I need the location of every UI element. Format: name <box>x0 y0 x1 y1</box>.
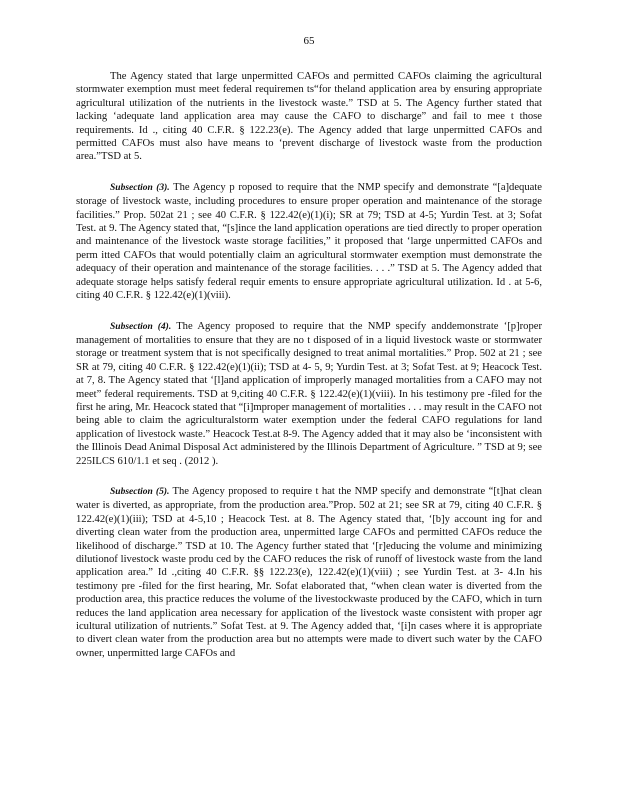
paragraph-intro <box>76 70 542 164</box>
subsection-4-text: The Agency proposed to require that the NMP specify anddemonstrate ‘[p]roper management of mortalities to ensure that they are no t disposed of in a liquid livestock waste or stormwater storage or treatment system that is not specifically designed to treat animal mortalities.” Prop. 502 at 21 ; see SR at 79, citing 40 C.F.R. § 122.42(e)(1)(ii); TSD at 4- 5, 9; Yurdin Test. at 3; Sofat Test. at 9; Heacock Test. at 7, 8. The Agency stated that ‘[l]and application of improperly managed mortalities from a CAFO may not meet” federal requirements. TSD at 9,citing 40 C.F.R. § 122.42(e)(1)(viii). In his testimony pre -filed for the first he aring, Mr. Heacock stated that “[i]mproper management of mortalities . . . may result in the CAFO not being able to claim the agriculturalstorm water exemption under the federal CAFO regulations for land application of livestock waste.” Heacock Test.at 8-9. The Agency added that it may also be ‘inconsistent with the Illinois Dead Animal Disposal Act administered by the Illinois Department of Agriculture. ” TSD at 9; see 225ILCS 610/1.1 et seq . (2012 ). <box>76 320 543 467</box>
subsection-4-heading: Subsection (4). <box>110 321 177 332</box>
paragraph-subsection-3 <box>76 181 542 303</box>
body-text <box>76 70 542 677</box>
paragraph-subsection-4 <box>76 320 542 468</box>
subsection-3-text: The Agency p roposed to require that the NMP specify and demonstrate “[a]dequate storage of livestock waste, including procedures to ensure proper operation and maintenance of the storage facilities.” Prop. 502at 21 ; see 40 C.F.R. § 122.42(e)(1)(i); SR at 79; TSD at 4-5; Yurdin Test. at 3; Sofat Test. at 9. The Agency stated that, “[s]ince the land application operations are tied directly to proper operation and maintenance of the livestock waste storage facilities,” it proposed that ‘large unpermitted CAFOs and perm itted CAFOs that would potentially claim an agricultural stormwater exemption must demonstrate the adequacy of their operation and maintenance of the storage facilities. . . .” TSD at 5. The Agency added that adequate storage helps satisfy federal requir ements to ensure appropriate agricultural utilization. Id . at 5-6, citing 40 C.F.R. § 122.42(e)(1)(viii). <box>76 181 542 302</box>
subsection-5-text: The Agency proposed to require t hat the NMP specify and demonstrate “[t]hat clean water is diverted, as appropriate, from the production area.”Prop. 502 at 21; see SR at 79, citing 40 C.F.R. § 122.42(e)(1)(iii); TSD at 4-5,10 ; Heacock Test. at 8. The Agency stated that, ‘[b]y account ing for and diverting clean water from the production area, unpermitted large CAFOs and permitted CAFOs reduce the likelihood of discharge.” TSD at 10. The Agency further stated that ‘[r]educing the volume and minimizing dilutionof livestock waste produ ced by the CAFO reduces the risk of runoff of livestock waste from the land application area.” Id .,citing 40 C.F.R. §§ 122.23(e), 122.42(e)(1)(viii) ; see Yurdin Test. at 3- 4.In his testimony pre -filed for the first hearing, Mr. Sofat elaborated that, “when clean water is diverted from the production area, this practice reduces the volume of the livestockwaste produced by the CAFO, which in turn reduces the land application area necessary for application of the livestock waste consistent with proper agr icultural utilization of nutrients.” Sofat Test. at 9. The Agency added that, ‘[i]n cases where it is appropriate to divert clean water from the production area but no attempts were made to divert such water by the CAFO owner, unpermitted large CAFOs and <box>76 485 542 659</box>
paragraph-intro-text: The Agency stated that large unpermitted CAFOs and permitted CAFOs claiming the agricultural stormwater exemption must meet federal requiremen ts“for theland application area by ensuring appropriate agricultural utilization of the nutrients in the livestock waste.” TSD at 5. The Agency further stated that lacking ‘adequate land application area may cause the CAFO to discharge” and fail to mee t those requirements. Id ., citing 40 C.F.R. § 122.23(e). The Agency added that large unpermitted CAFOs and permitted CAFOs must also have means to ‘prevent discharge of livestock waste from the production area.”TSD at 5. <box>76 71 542 163</box>
subsection-5-heading: Subsection (5). <box>110 486 173 497</box>
page-number: 65 <box>303 35 315 47</box>
subsection-3-heading: Subsection (3). <box>110 182 174 193</box>
paragraph-subsection-5 <box>76 485 542 660</box>
